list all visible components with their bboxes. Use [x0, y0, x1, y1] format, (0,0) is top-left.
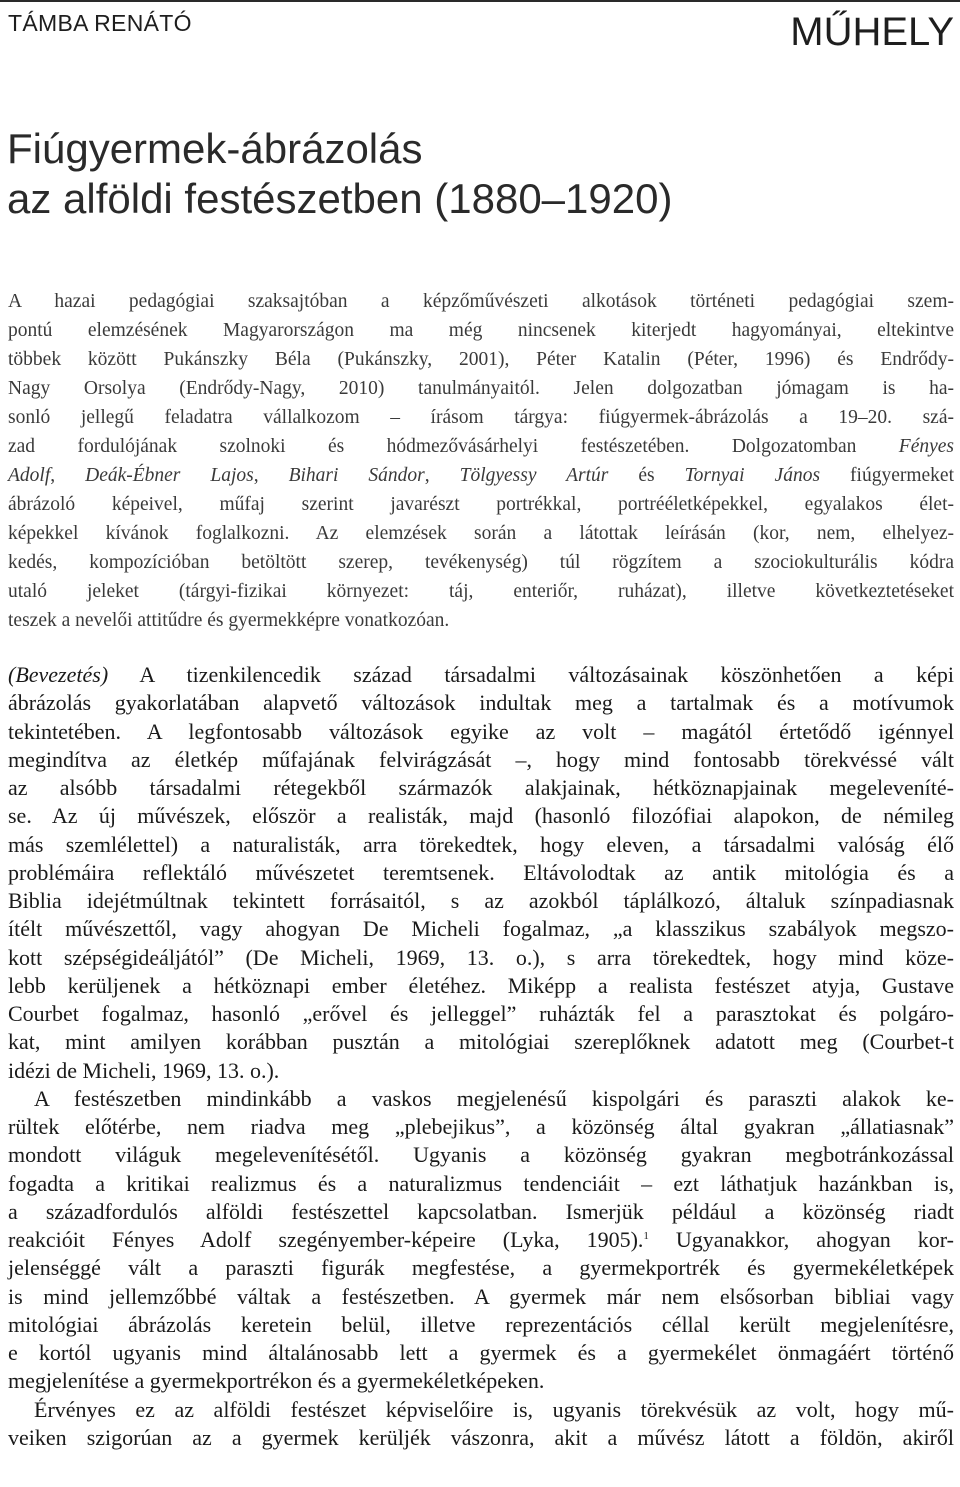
paragraph-line: mitológiai ábrázolás keretein belül, illetve reprezentációs céllal került megjelenítésre, [8, 1311, 954, 1337]
abstract-line: többek között Pukánszky Béla (Pukánszky, 2001), Péter Katalin (Péter, 1996) és Endrődy- [8, 349, 954, 370]
paragraph-line: veiken szigorúan az a gyermek kerüljék vászonra, akit a művész látott a földön, akiről [8, 1424, 954, 1450]
abstract-line: sonló jellegű feladatra vállalkozom – írásom tárgya: fiúgyermek-ábrázolás a 19–20. szá- [8, 407, 954, 428]
article-title-line-1: Fiúgyermek-ábrázolás [7, 125, 423, 172]
paragraph-line: ábrázolás gyakorlatában alapvető változások indultak meg a tartalmak és a motívumok [8, 690, 954, 716]
paragraph-line: fogadta a kritikai realizmus és a naturalizmus tendenciáit – ezt láthatjuk hazánkban is, [8, 1170, 954, 1196]
paragraph-line: Courbet fogalmaz, hasonló „erővel és jelleggel” ruházták fel a parasztokat és polgáro- [8, 1001, 954, 1026]
paragraph-line: az alsóbb társadalmi rétegekből származók alakjainak, hétköznapjainak megeleveníté- [8, 775, 954, 800]
abstract-line: Nagy Orsolya (Endrődy-Nagy, 2010) tanulmányaitól. Jelen dolgozatban jómagam is ha- [8, 378, 954, 399]
paragraph-text: A tizenkilencedik század társadalmi változásainak köszönhetően a képi [108, 662, 954, 687]
paragraph-line: Biblia idejétmúltnak tekintett forrásaitól, s az azokból táplálkozó, általuk színpadiasnak [8, 888, 954, 913]
paragraph-line: idézi de Micheli, 1969, 13. o.). [8, 1057, 280, 1083]
paragraph-line: A festészetben mindinkább a vaskos megjelenésű kispolgári és paraszti alakok ke- [34, 1085, 954, 1111]
section-label: (Bevezetés) [8, 662, 109, 687]
paragraph-line: mondott világuk megelevenítésétől. Ugyanis a közönség gyakran megbotránkozással [8, 1142, 954, 1168]
painter-name: Tölgyessy Artúr [459, 465, 609, 486]
paragraph-line: tekintetében. A legfontosabb változások egyike az volt – magától értetődő igénnyel [8, 718, 954, 744]
conjunction: és [608, 465, 685, 486]
paragraph-line: a századfordulós alföldi festészettel kapcsolatban. Ismerjük például a közönség riadt [8, 1198, 954, 1224]
abstract-line-with-names [8, 461, 954, 490]
paragraph-line: lebb kerüljenek a hétköznapi ember életéhez. Miképp a realista festészet atyja, Gustave [8, 972, 954, 998]
paragraph-line: e kortól ugyanis mind általánosabb lett a gyermek és a gyermekélet önmagáért történő [8, 1340, 954, 1365]
article-body [8, 661, 954, 1452]
abstract-line: A hazai pedagógiai szaksajtóban a képzőművészeti alkotások történeti pedagógiai szem- [8, 291, 954, 312]
author-name: TÁMBA RENÁTÓ [8, 10, 192, 36]
paragraph-line: jelenséggé vált a paraszti figurák megfestése, a gyermekportrék és gyermekéletképek [8, 1255, 954, 1281]
painter-name: Fényes [898, 436, 954, 457]
separator: , [424, 465, 460, 486]
paragraph-line: rültek előtérbe, nem riadva meg „plebejikus”, a közönség által gyakran „állatiasnak” [8, 1114, 954, 1139]
abstract [8, 287, 954, 635]
abstract-line: ábrázoló képeivel, műfaj szerint javarészt portrékkal, portrééletképekkel, egyalakos élet- [8, 494, 954, 515]
paragraph-line [8, 661, 954, 689]
paragraph-line: kott szépségideáljától” (De Micheli, 1969, 13. o.), s arra törekedtek, hogy mind köze- [8, 944, 954, 970]
article-title [7, 124, 947, 224]
painter-name: Bihari Sándor [288, 465, 425, 486]
paragraph-line: is mind jellemzőbbé váltak a festészetben. A gyermek már nem elsősorban bibliai vagy [8, 1283, 954, 1309]
abstract-line: utaló jeleket (tárgyi-fizikai környezet: táj, enteriőr, ruházat), illetve következtetéseket [8, 581, 954, 602]
footnote-marker[interactable]: 1 [643, 1230, 649, 1242]
article-title-line-2: az alföldi festészetben (1880–1920) [7, 175, 673, 222]
header-rule [0, 0, 960, 2]
paragraph-line: megjelenítése a gyermekportrékon és a gyermekéletképeken. [8, 1368, 545, 1394]
abstract-text: fiúgyermeket [820, 465, 954, 486]
painter-name: Adolf [8, 465, 51, 486]
paragraph-line: megindítva az életkép műfajának felvirágzását –, hogy mind fontosabb törekvéssé vált [8, 746, 954, 772]
abstract-line: kedés, kompozícióban betöltött szerep, tevékenység) túl rögzítem a szociokulturális kódra [8, 552, 954, 573]
separator: , [50, 465, 86, 486]
paragraph-line: problémáira reflektáló művészetet teremtsenek. Eltávolodtak az antik mitológia és a [8, 859, 954, 885]
paragraph-line: se. Az új művészek, először a realisták, majd (hasonló filozófiai alapokon, de némileg [8, 803, 954, 829]
abstract-line: képekkel kívánok foglalkozni. Az elemzések során a látottak leírásán (kor, nem, elhelyez- [8, 523, 954, 544]
paragraph-line: ítélt művészettől, vagy ahogyan De Micheli fogalmaz, „a klasszikus szabályok megszo- [8, 916, 954, 942]
abstract-line: teszek a nevelői attitűdre és gyermekképre vonatkozóan. [8, 610, 450, 631]
section-title: MŰHELY [790, 10, 954, 54]
abstract-line: pontú elemzésének Magyarországon ma még nincsenek kiterjedt hagyományai, eltekintve [8, 320, 954, 341]
paragraph-line: Érvényes ez az alföldi festészet képviselőire is, ugyanis törekvésük az volt, hogy mű- [34, 1396, 954, 1422]
paragraph-line [8, 1226, 954, 1254]
painter-name: Deák-Ébner Lajos [85, 465, 254, 486]
separator: , [253, 465, 289, 486]
paragraph-line: más szemlélettel) a naturalisták, arra törekedtek, hogy eleven, a társadalmi valóság élő [8, 831, 954, 857]
paragraph-text: Ugyanakkor, ahogyan kor- [648, 1227, 954, 1252]
painter-name: Tornyai János [684, 465, 821, 486]
abstract-text: zad fordulójának szolnoki és hódmezővásárhelyi festészetében. Dolgozatomban [8, 436, 899, 457]
abstract-line-with-names [8, 432, 954, 461]
paragraph-line: kat, mint amilyen korábban pusztán a mitológiai szereplőknek adatott meg (Courbet-t [8, 1029, 954, 1055]
paragraph-text: reakcióit Fényes Adolf szegényember-képeire (Lyka, 1905). [8, 1227, 644, 1252]
